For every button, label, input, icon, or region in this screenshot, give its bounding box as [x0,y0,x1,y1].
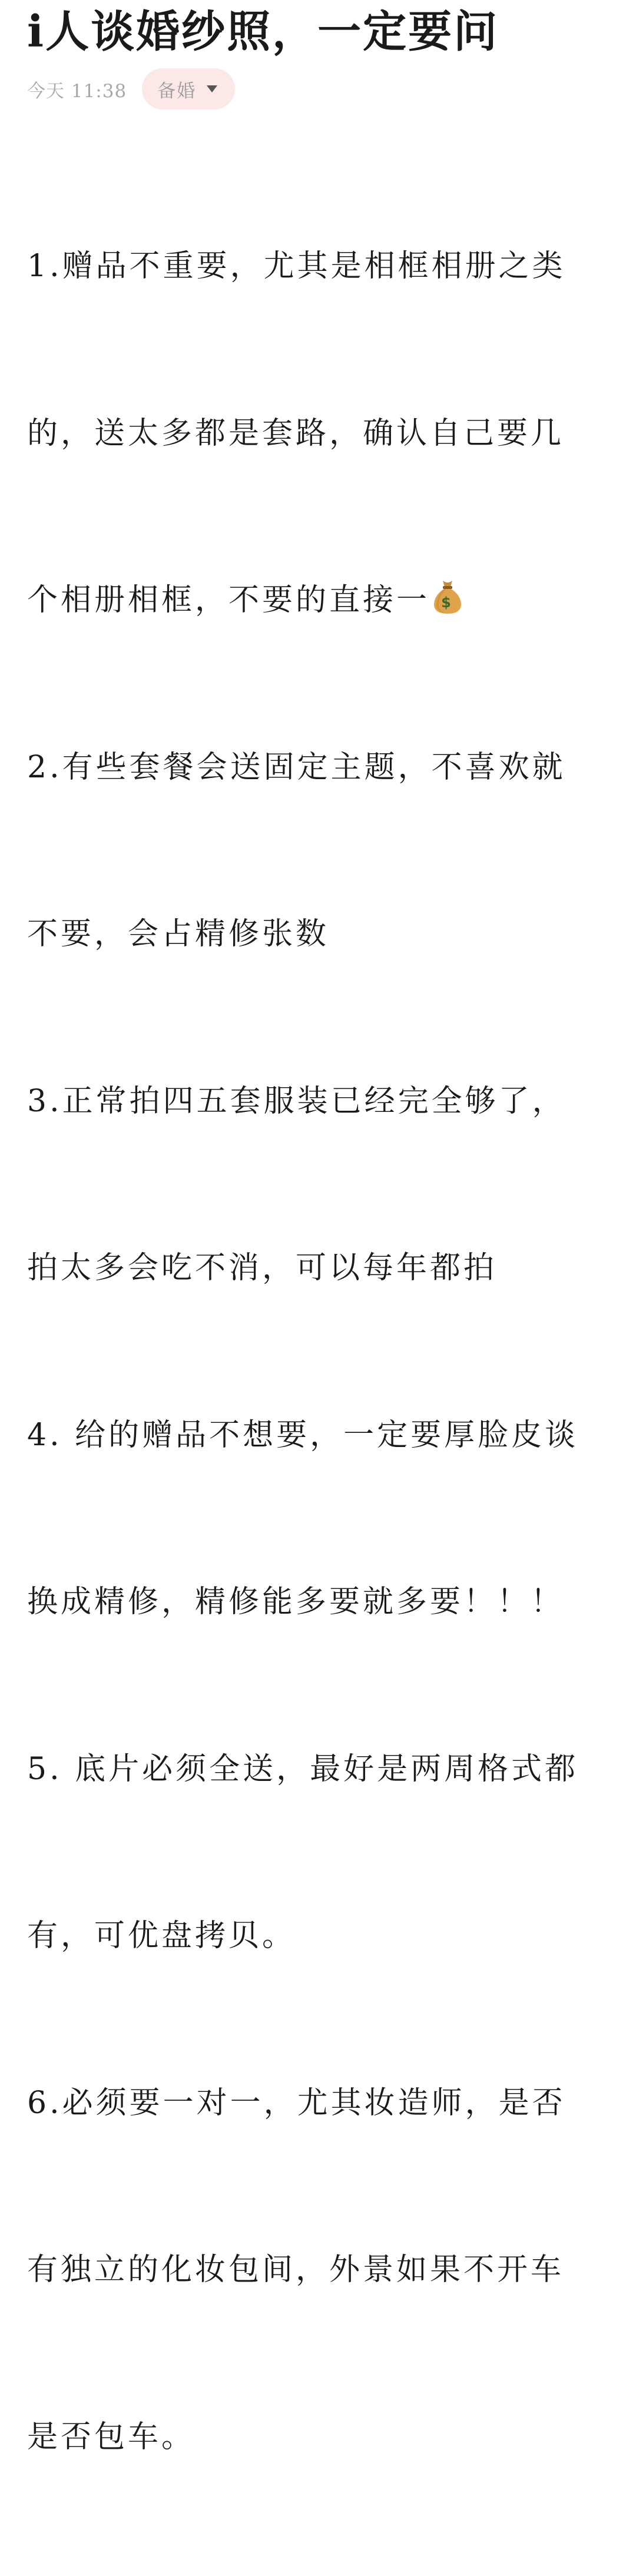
svg-text:$: $ [441,594,454,611]
note-title: i人谈婚纱照，一定要问 [27,6,499,57]
body-line: 6.必须要一对一，尤其妆造师，是否 [27,2085,566,2121]
caret-down-icon [207,85,217,92]
body-line: 是否包车。 [27,2419,196,2455]
body-line: 3.正常拍四五套服装已经完全够了， [27,1083,566,1119]
body-line-text: 个相册相框，不要的直接一 [27,582,430,618]
body-line: 有独立的化妆包间，外景如果不开车 [27,2252,565,2287]
body-line: 4. 给的赠品不想要，一定要厚脸皮谈 [27,1417,579,1453]
body-line: 1.赠品不重要，尤其是相框相册之类 [27,249,566,284]
body-line: 有，可优盘拷贝。 [27,1918,296,1953]
body-line: 换成精修，精修能多要就多要！！！ [27,1584,565,1620]
body-line: 不要，会占精修张数 [27,916,330,952]
body-line: 拍太多会吃不消，可以每年都拍 [27,1250,498,1286]
topic-tag-dropdown[interactable] [142,68,235,110]
body-line: 2.有些套餐会送固定主题，不喜欢就 [27,749,566,785]
post-time: 今天 11:38 [27,80,127,102]
body-line-with-icon [27,572,604,628]
body-line: 的，送太多都是套路，确认自己要几 [27,415,565,451]
note-body [27,127,604,2576]
body-line: 5. 底片必须全送，最好是两周格式都 [27,1751,579,1787]
money-bag-icon [431,578,464,616]
note-meta [27,68,235,110]
topic-tag-label: 备婚 [157,80,197,102]
